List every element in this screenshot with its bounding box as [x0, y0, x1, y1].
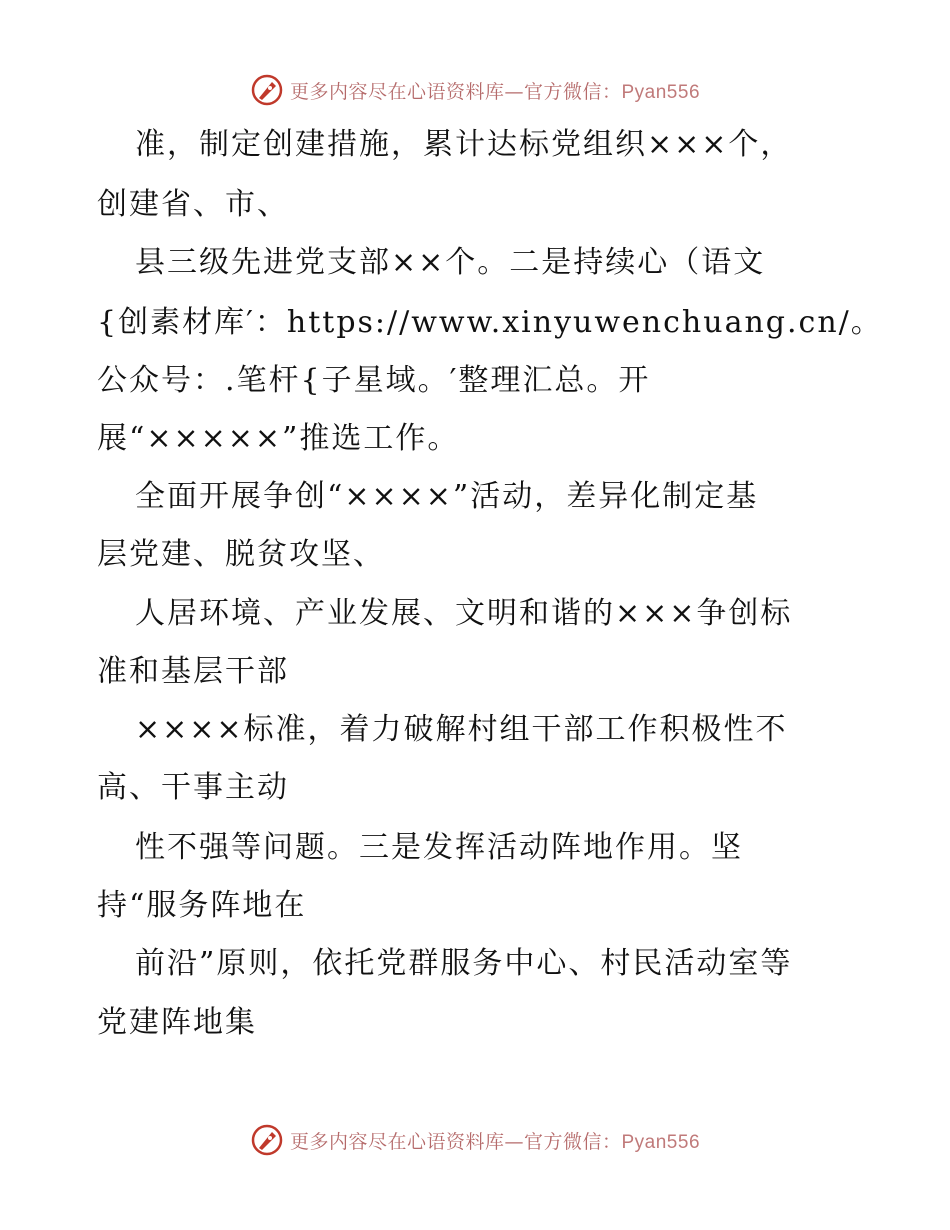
header-banner	[0, 70, 950, 110]
text-line: 准，制定创建措施，累计达标党组织×××个，	[135, 127, 793, 162]
text-line: 持“服务阵地在	[97, 888, 307, 923]
text-line: 创建省、市、	[97, 187, 289, 222]
wechat-id: Pyan556	[621, 1131, 701, 1153]
text-line: 展“×××××”推选工作。	[97, 421, 460, 456]
text-line: 高、干事主动	[97, 770, 289, 805]
text-line: ××××标准，着力破解村组干部工作积极性不	[135, 712, 788, 747]
text-line: 前沿”原则，依托党群服务中心、村民活动室等	[135, 946, 793, 981]
text-line: 层党建、脱贫攻坚、	[97, 537, 385, 572]
text-line: 准和基层干部	[97, 654, 289, 689]
pen-nib-logo-icon	[250, 73, 284, 107]
text-line: 党建阵地集	[97, 1005, 257, 1040]
text-line: 人居环境、产业发展、文明和谐的×××争创标	[135, 596, 793, 631]
pen-nib-logo-icon	[250, 1123, 284, 1157]
text-line: 性不强等问题。三是发挥活动阵地作用。坚	[135, 830, 743, 865]
text-line: {创素材库′：https://www.xinyuwenchuang.cn/。	[97, 305, 883, 340]
text-line: 公众号：.笔杆{子星域。′整理汇总。开	[97, 363, 651, 398]
wechat-id: Pyan556	[621, 81, 701, 103]
banner-text: 更多内容尽在心语资料库—官方微信：Pyan556	[289, 1130, 701, 1153]
text-line: 县三级先进党支部××个。二是持续心（语文	[135, 245, 766, 280]
banner-text: 更多内容尽在心语资料库—官方微信：Pyan556	[289, 80, 701, 103]
footer-banner	[0, 1120, 950, 1160]
text-line: 全面开展争创“××××”活动，差异化制定基	[135, 479, 759, 514]
